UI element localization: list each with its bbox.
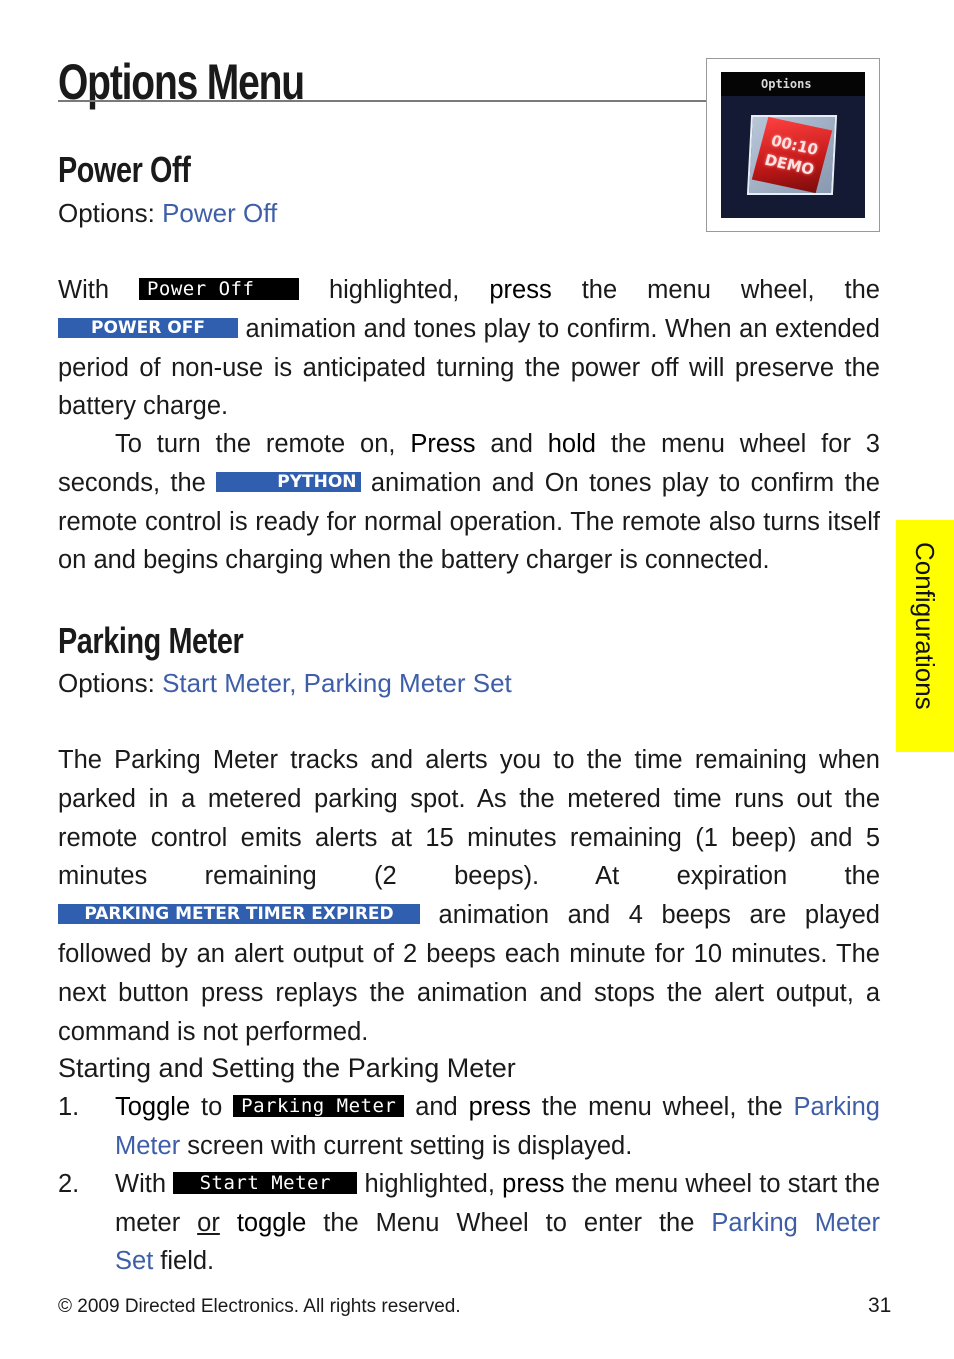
step-body xyxy=(115,1165,880,1281)
text: or xyxy=(197,1208,220,1237)
text: animation and tones play to confirm. When an extended period of non-use is anticipated turning the power off will preserve the battery charge. xyxy=(58,314,880,421)
text: To turn the remote on, xyxy=(115,430,396,458)
parking-meter-paragraph xyxy=(58,741,880,1051)
parking-meter-set-ref: Parking Meter Set xyxy=(115,1208,880,1276)
text: the menu wheel, the xyxy=(581,276,880,304)
text: animation and 4 beeps are played followed by an alert output of 2 beeps each minute for 10 minutes. The next button press replays the animation and stops the alert output, a command is not performed. xyxy=(58,901,880,1046)
parking-meter-heading: Parking Meter xyxy=(58,620,244,661)
text: The Parking Meter tracks and alerts you to the time remaining when parked in a metered parking spot. As the metered time runs out the remote control emits alerts at 15 minutes remaining (1 beep) and 5 minutes remaining (2 beeps). At expiration the xyxy=(58,746,880,891)
parking-meter-screen-ref: Parking Meter xyxy=(115,1093,880,1160)
options-value: Start Meter, Parking Meter Set xyxy=(162,668,512,698)
start-meter-menu-label: Start Meter xyxy=(173,1172,357,1194)
step-1 xyxy=(58,1088,880,1165)
text: screen with current setting is displayed. xyxy=(187,1131,633,1160)
demo-timer-icon xyxy=(747,115,837,195)
step-number: 2. xyxy=(58,1170,80,1198)
power-off-paragraph-2 xyxy=(58,425,880,580)
page-number: 31 xyxy=(868,1294,892,1317)
power-off-animation-banner: POWER OFF xyxy=(58,318,238,338)
text: and xyxy=(415,1093,458,1121)
step-2 xyxy=(58,1165,880,1281)
power-off-options xyxy=(58,197,277,229)
action-word: toggle xyxy=(236,1208,307,1237)
power-off-menu-label: Power Off xyxy=(139,278,299,300)
options-label: Options: xyxy=(58,668,155,698)
parking-meter-options xyxy=(58,667,512,699)
text: the menu wheel for 3 seconds, the xyxy=(58,430,880,497)
side-tab-label: Configurations xyxy=(910,542,940,710)
action-word: press xyxy=(489,276,552,304)
screen-header: Options xyxy=(721,72,865,96)
text: With xyxy=(58,276,109,304)
text: the menu wheel to start the meter xyxy=(115,1170,881,1237)
python-animation-banner: PYTHON xyxy=(216,472,360,492)
page-title: Options Menu xyxy=(58,54,304,110)
title-divider xyxy=(58,100,708,102)
copyright-footer: © 2009 Directed Electronics. All rights reserved. xyxy=(58,1296,461,1317)
section-side-tab xyxy=(896,520,954,752)
action-word: press xyxy=(468,1093,531,1121)
options-label: Options: xyxy=(58,198,155,228)
demo-timer-icon-face xyxy=(752,117,832,193)
text: to xyxy=(201,1093,223,1121)
remote-lcd-screen xyxy=(721,72,865,218)
icon-line-2: DEMO xyxy=(762,150,817,179)
power-off-paragraph-1 xyxy=(58,271,880,426)
action-word: press xyxy=(502,1170,565,1198)
action-word: Press xyxy=(410,430,476,458)
text: and xyxy=(490,430,533,458)
options-value: Power Off xyxy=(162,198,278,228)
action-word: Toggle xyxy=(115,1093,191,1121)
parking-meter-expired-banner: PARKING METER TIMER EXPIRED xyxy=(58,904,420,924)
text: field. xyxy=(160,1247,215,1276)
text: highlighted, xyxy=(364,1170,495,1198)
step-body xyxy=(115,1088,880,1165)
power-off-heading: Power Off xyxy=(58,149,191,190)
icon-line-1: 00:10 xyxy=(769,131,821,159)
text: the menu wheel, the xyxy=(541,1093,783,1121)
text: highlighted, xyxy=(328,276,460,304)
step-number: 1. xyxy=(58,1093,80,1121)
text: the Menu Wheel to enter the xyxy=(323,1208,695,1237)
parking-meter-menu-label: Parking Meter xyxy=(233,1095,404,1117)
action-word: hold xyxy=(547,430,596,458)
starting-setting-subheading: Starting and Setting the Parking Meter xyxy=(58,1053,516,1083)
text: With xyxy=(115,1170,166,1198)
text: animation and On tones play to confirm the remote control is ready for normal operation. The remote also turns itself on and begins charging when the battery charger is connected. xyxy=(58,468,880,575)
options-screen-thumbnail xyxy=(706,58,880,232)
